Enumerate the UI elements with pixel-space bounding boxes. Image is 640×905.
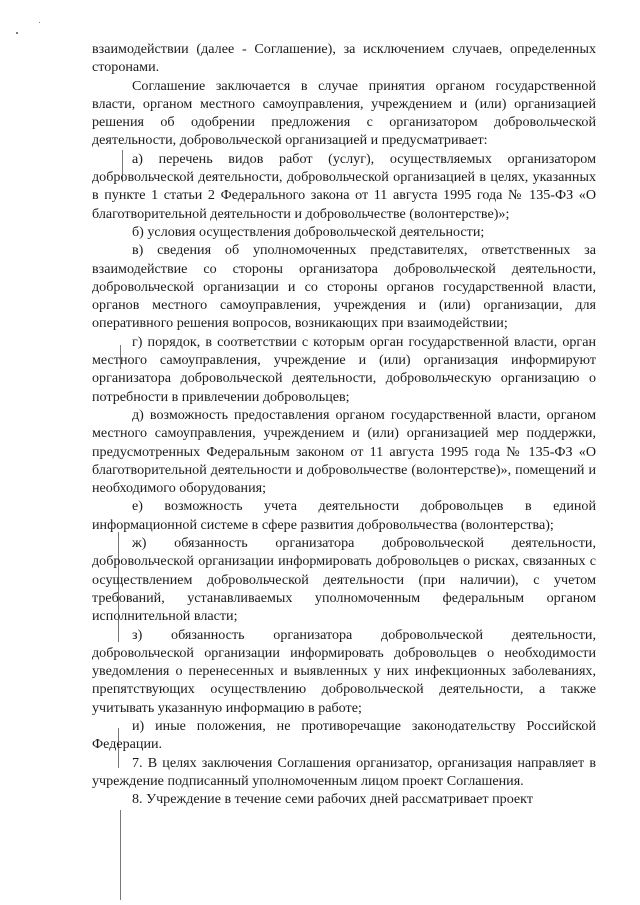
scan-margin-line (120, 810, 121, 900)
scan-speck (39, 22, 40, 23)
list-item: г) порядок, в соответствии с которым орган государственной власти, орган местного самоуправления, учреждение и (или) организация информируют организатора добровольческой деятельности, добровольческую организацию о потребности в привлечении добровольцев; (92, 333, 596, 405)
list-item: е) возможность учета деятельности добровольцев в единой информационной системе в сфере развития добровольчества (волонтерства); (92, 498, 596, 533)
list-item: д) возможность предоставления органом государственной власти, органом местного самоуправления, учреждением и (или) организацией мер поддержки, предусмотренных Федеральным законом от 11 августа 1995 года № 135-ФЗ «О благотворительной деятельности и добровольчестве (волонтерстве)», помещений и необходимого оборудования; (92, 406, 596, 497)
paragraph: взаимодействии (далее - Соглашение), за исключением случаев, определенных сторонами. (92, 41, 596, 76)
scan-speck (16, 32, 18, 34)
list-item: и) иные положения, не противоречащие законодательству Российской Федерации. (92, 717, 596, 753)
list-item: б) условия осуществления добровольческой деятельности; (132, 223, 485, 240)
list-item: в) сведения об уполномоченных представителях, ответственных за взаимодействие со стороны организатора добровольческой деятельности, добровольческой организации и со стороны органов государственной власти, органов местного самоуправления, учреждения и (или) организации, для оперативного решения вопросов, возникающих при взаимодействии; (92, 242, 596, 332)
document-body (92, 40, 596, 808)
paragraph: Соглашение заключается в случае принятия органом государственной власти, органом местного самоуправления, учреждением и (или) организацией решения об одобрении предложения с организатором добровольческой деятельности, добровольческой организацией и предусматривает: (92, 77, 596, 149)
list-item: а) перечень видов работ (услуг), осуществляемых организатором добровольческой деятельности, добровольческой организацией в целях, указанных в пункте 1 статьи 2 Федерального закона от 11 августа 1995 года № 135-ФЗ «О благотворительной деятельности и добровольчестве (волонтерстве)»; (92, 150, 596, 222)
list-item: ж) обязанность организатора добровольческой деятельности, добровольческой организации информировать добровольцев о рисках, связанных с осуществлением добровольческой деятельности (при наличии), с учетом требований, устанавливаемых уполномоченным федеральным органом исполнительной власти; (92, 535, 596, 625)
paragraph: 8. Учреждение в течение семи рабочих дней рассматривает проект (132, 791, 533, 808)
list-item: з) обязанность организатора добровольческой деятельности, добровольческой организации информировать добровольцев о необходимости уведомления о перенесенных и выявленных у них инфекционных заболеваниях, препятствующих осуществлению добровольческой деятельности, а также учитывать указанную информацию в работе; (92, 626, 596, 716)
paragraph: 7. В целях заключения Соглашения организатор, организация направляет в учреждение подписанный уполномоченным лицом проект Соглашения. (92, 754, 596, 789)
